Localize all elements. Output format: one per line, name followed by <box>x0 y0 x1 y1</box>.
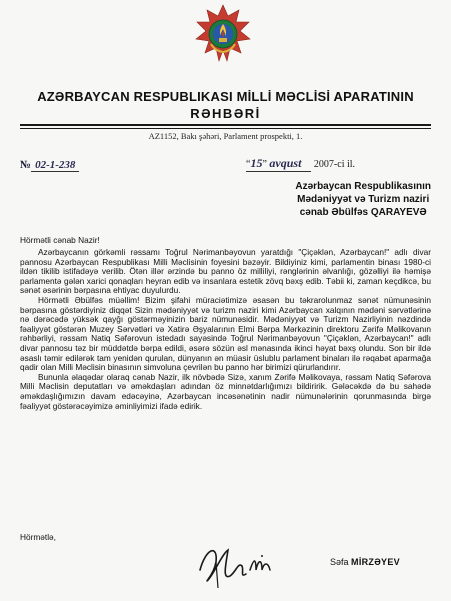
addressee-line3: cənab Əbülfəs QARAYEVƏ <box>299 207 427 218</box>
salutation: Hörmətli cənab Nazir! <box>20 235 100 245</box>
addressee-line2: Mədəniyyət və Turizm naziri <box>297 194 430 205</box>
handwritten-signature-icon <box>196 540 286 590</box>
organization-title: AZƏRBAYCAN RESPUBLIKASI MİLLİ MƏCLİSİ APARATININ <box>37 89 414 104</box>
paragraph-2: Hörmətli Əbülfəs müəllim! Bizim şifahi müraciətimizə əsasən bu təkrarolunmaz sənət nümunəsinin bərpasına göstərdiyiniz diqqət Sizin mədəniyyət və turizm naziri kimi Azərbaycan xalqının mədəni sərvətlərinə nə dərəcədə yüksək qayğı göstərməyinizin bariz nümunəsidir. Mədəniyyət və Turizm Nazirliyinin nəzdində fəaliyyət göstərən Muzey Sərvətləri və Xatirə Əşyalarının Elmi Bərpa Mərkəzinin direktoru Zərifə Məlikovanın rəhbərliyi, rəssam Natiq Səfərovun istedadı sayəsində Toğrul Nərimanbəyovun "Çiçəklən, Azərbaycan!" adlı divar pannosu təz bir müddətdə bərpa edildi, əsərə sözün əsl mənasında ikinci həyat bəxş olundu. Son bir ildə əsaslı təmir edilərək tam yenidən qurulan, dünyanın ən müasir üslublu parlament binaları ilə rəqabət aparmağa qadir olan Milli Məclisin binasının simvoluna çevrilən bu panno hər birimizi qürurlandırır. <box>20 294 431 373</box>
organization-address: AZ1152, Bakı şəhəri, Parlament prospekti, 1. <box>148 131 303 141</box>
reference-value: 02-1-238 <box>31 159 79 172</box>
letterhead-divider-thick <box>20 124 431 126</box>
closing-phrase: Hörmətlə, <box>20 532 56 542</box>
azerbaijan-state-emblem-icon <box>193 4 253 64</box>
signer-name <box>330 557 400 567</box>
date-year: 2007-ci il. <box>313 159 356 170</box>
paragraph-3: Bununla əlaqədar olaraq cənab Nazir, ilk növbədə Sizə, xanım Zərifə Məlikovaya, rəssam Natiq Səfərova Milli Məclisin deputatları və əməkdaşları adından öz minnətdarlığımızı bildiririk. Gələcəkdə də bu sahədə əməkdaşlığımızın davam edəcəyinə, Azərbaycan incəsənətinin nadir nümunələrinin qorunmasında birgə fəaliyyət göstərəcəyimizə əminliyimizi ifadə edirik. <box>20 371 431 411</box>
reference-number <box>20 159 79 171</box>
organization-subtitle: RƏHBƏRİ <box>190 106 261 121</box>
date-day: 15 <box>250 156 263 170</box>
paragraph-1: Azərbaycanın görkəmli rəssamı Toğrul Nərimanbəyovun yaratdığı "Çiçəklən, Azərbaycan!" adlı divar pannosu Azərbaycan Respublikası Milli Məclisinin foyesini bəzəyir. Bildiyiniz kimi, parlamentin binası 1980-ci ildən tikilib istifadəyə verilib. Ötən illər ərzində bu panno öz milliliyi, rənglərinin əlvanlığı, gözəlliyi ilə həmişə parlamentə gələn xarici qonaqları heyran edib və insanlara estetik zövq bəxş edib. Təbii ki, zaman keçdikcə, bu sənət əsərinin bərpasına ehtiyac duyulurdu. <box>20 247 431 296</box>
reference-prefix: № <box>20 159 32 171</box>
letterhead-divider-thin <box>20 128 431 129</box>
letter-date: “15” avqust 2007-ci il. <box>246 156 356 170</box>
addressee-line1: Azərbaycan Respublikasının <box>295 181 431 192</box>
signer-first-name: Səfa <box>330 557 349 567</box>
date-month: avqust <box>269 156 302 170</box>
signer-last-name: MİRZƏYEV <box>351 557 400 567</box>
addressee-block <box>295 180 431 219</box>
letter-body <box>20 248 431 411</box>
